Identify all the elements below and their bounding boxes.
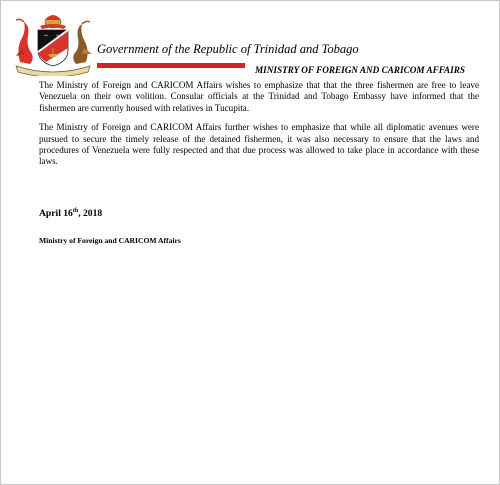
paragraph-1: The Ministry of Foreign and CARICOM Affairs wishes to emphasize that that the three fishermen are free to leave Venezuela on their own volition. Consular officials at the Trinidad and Tobago Embassy have informed that the fishermen are currently housed with relatives in Tucupita. — [39, 80, 479, 113]
ministry-title: MINISTRY OF FOREIGN AND CARICOM AFFAIRS — [255, 65, 465, 75]
date-month-day: April 16 — [39, 208, 73, 219]
paragraph-2: The Ministry of Foreign and CARICOM Affairs further wishes to emphasize that while all diplomatic avenues were pursued to secure the timely release of the detained fishermen, it was also necessary to ensure that the laws and procedures of Venezuela were fully respected and that due process was allowed to take place in accordance with these laws. — [39, 122, 479, 167]
statement-body — [39, 80, 479, 176]
statement-date — [39, 208, 102, 219]
date-year: , 2018 — [78, 208, 103, 219]
header-red-rule — [97, 63, 245, 68]
date-ordinal-suffix: th — [72, 208, 79, 214]
letterhead — [0, 0, 500, 80]
signature-ministry-name: Ministry of Foreign and CARICOM Affairs — [39, 236, 181, 245]
coat-of-arms-icon — [10, 8, 96, 76]
government-title: Government of the Republic of Trinidad and Tobago — [97, 42, 359, 56]
